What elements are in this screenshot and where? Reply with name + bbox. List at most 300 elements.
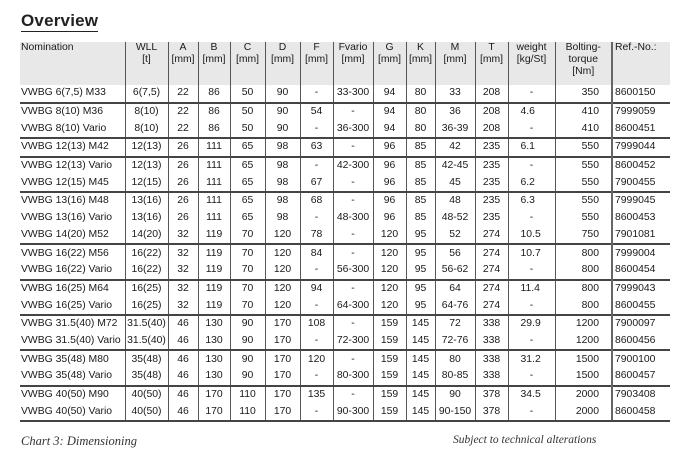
column-header-label: G: [385, 42, 394, 53]
cell-a: 22: [168, 103, 198, 121]
cell-b: 170: [198, 386, 230, 404]
cell-bolting: 410: [555, 103, 612, 121]
cell-nomination: VWBG 8(10) Vario: [21, 122, 107, 134]
column-header-label: Ref.-No.:: [615, 42, 657, 53]
cell-b: 119: [198, 227, 230, 245]
cell-m: 42: [435, 138, 475, 157]
cell-nomination: VWBG 13(16) Vario: [21, 212, 113, 224]
column-header-label: Bolting-: [565, 42, 601, 53]
cell-c: 90: [230, 333, 265, 351]
column-header-unit: [mm]: [171, 54, 195, 65]
cell-t: 378: [475, 386, 508, 404]
column-header-fvario: [333, 42, 373, 85]
column-header-m: [435, 42, 475, 85]
cell-bolting: 550: [555, 210, 612, 227]
column-header-unit: torque: [568, 54, 598, 65]
column-header-a: [168, 42, 198, 85]
column-header-unit: [mm]: [270, 54, 295, 65]
cell-f: 78: [300, 227, 333, 245]
cell-k: 85: [406, 174, 435, 192]
cell-bolting: 1200: [555, 333, 612, 351]
cell-a: 46: [168, 350, 198, 368]
cell-wll: 8(10): [125, 103, 168, 121]
cell-c: 90: [230, 368, 265, 386]
cell-ref: 8600455: [612, 297, 670, 315]
cell-nomination: VWBG 6(7,5) M33: [21, 87, 106, 99]
cell-wll: 31.5(40): [125, 333, 168, 351]
cell-g: 159: [373, 386, 406, 404]
cell-g: 96: [373, 174, 406, 192]
cell-m: 33: [435, 85, 475, 103]
cell-bolting: 550: [555, 138, 612, 157]
cell-nomination: VWBG 12(13) M42: [20, 138, 125, 157]
table-row: [20, 315, 670, 333]
table-row: [20, 386, 670, 404]
table-row: [20, 368, 670, 386]
cell-t: 274: [475, 297, 508, 315]
cell-t: 235: [475, 138, 508, 157]
table-row: [20, 157, 670, 175]
column-header-label: T: [488, 42, 495, 53]
cell-nomination: VWBG 16(25) M64: [20, 280, 125, 298]
cell-nomination: VWBG 12(13) Vario: [20, 157, 125, 175]
cell-k: 145: [406, 333, 435, 351]
cell-g: 120: [373, 262, 406, 280]
cell-wll: 14(20): [125, 227, 168, 245]
cell-fvario: -: [333, 174, 373, 192]
cell-nomination: VWBG 8(10) M36: [20, 103, 125, 121]
cell-f: 135: [300, 386, 333, 404]
cell-b: 170: [198, 403, 230, 421]
cell-c: 70: [230, 297, 265, 315]
cell-t: 274: [475, 244, 508, 262]
cell-k: 80: [406, 120, 435, 138]
cell-f: -: [300, 368, 333, 386]
cell-g: 159: [373, 333, 406, 351]
cell-nomination: VWBG 16(22) M56: [20, 244, 125, 262]
cell-d: 98: [265, 174, 300, 192]
cell-bolting: 1200: [555, 315, 612, 333]
cell-bolting: 750: [555, 227, 612, 245]
column-header-c: [230, 42, 265, 85]
cell-ref: 7900455: [612, 174, 670, 192]
cell-bolting: 350: [555, 85, 612, 103]
cell-ref: 7999004: [612, 244, 670, 262]
cell-f: 63: [300, 138, 333, 157]
cell-b: 119: [198, 297, 230, 315]
cell-wll: 13(16): [125, 192, 168, 210]
cell-nomination: VWBG 16(25) Vario: [21, 299, 113, 311]
cell-b: 86: [198, 103, 230, 121]
cell-fvario: 56-300: [333, 262, 373, 280]
cell-t: 338: [475, 333, 508, 351]
cell-k: 95: [406, 227, 435, 245]
cell-g: 96: [373, 210, 406, 227]
cell-wll: 16(22): [125, 262, 168, 280]
cell-fvario: -: [333, 386, 373, 404]
cell-m: 42-45: [435, 157, 475, 175]
cell-a: 32: [168, 280, 198, 298]
column-header-label: K: [417, 42, 424, 53]
column-header-unit: [mm]: [341, 54, 365, 65]
column-header-label: Fvario: [338, 42, 368, 53]
cell-b: 130: [198, 368, 230, 386]
cell-wll: 16(25): [125, 280, 168, 298]
cell-fvario: 48-300: [333, 210, 373, 227]
cell-nomination: VWBG 13(16) M48: [20, 192, 125, 210]
cell-wll: 16(22): [125, 244, 168, 262]
cell-k: 80: [406, 103, 435, 121]
page-title: Overview: [21, 11, 99, 30]
cell-b: 130: [198, 350, 230, 368]
table-row: [20, 192, 670, 210]
cell-weight: -: [508, 120, 555, 138]
cell-weight: 31.2: [508, 350, 555, 368]
table-row: [20, 280, 670, 298]
cell-g: 120: [373, 227, 406, 245]
cell-a: 22: [168, 85, 198, 103]
cell-weight: 10.5: [508, 227, 555, 245]
cell-b: 86: [198, 120, 230, 138]
cell-g: 94: [373, 103, 406, 121]
cell-k: 145: [406, 403, 435, 421]
cell-d: 98: [265, 138, 300, 157]
cell-c: 70: [230, 227, 265, 245]
cell-wll: 13(16): [125, 210, 168, 227]
cell-weight: -: [508, 403, 555, 421]
column-header-nomination: [20, 42, 125, 85]
column-header-d: [265, 42, 300, 85]
cell-c: 50: [230, 120, 265, 138]
cell-d: 170: [265, 315, 300, 333]
column-header-unit: [mm]: [235, 54, 260, 65]
cell-bolting: 550: [555, 157, 612, 175]
cell-weight: 6.3: [508, 192, 555, 210]
cell-nomination: VWBG 40(50) Vario: [20, 403, 125, 421]
cell-fvario: -: [333, 350, 373, 368]
cell-m: 80: [435, 350, 475, 368]
cell-k: 85: [406, 210, 435, 227]
cell-nomination: VWBG 16(22) Vario: [21, 264, 113, 276]
cell-nomination: VWBG 35(48) Vario: [21, 370, 113, 382]
cell-wll: 12(15): [125, 174, 168, 192]
cell-g: 94: [373, 120, 406, 138]
cell-t: 235: [475, 210, 508, 227]
cell-m: 56-62: [435, 262, 475, 280]
table-row: [20, 120, 670, 138]
cell-d: 120: [265, 227, 300, 245]
cell-weight: 10.7: [508, 244, 555, 262]
cell-g: 120: [373, 244, 406, 262]
column-header-unit: [mm]: [202, 54, 226, 65]
cell-d: 170: [265, 386, 300, 404]
cell-k: 85: [406, 138, 435, 157]
cell-g: 159: [373, 368, 406, 386]
table-row: [20, 350, 670, 368]
cell-t: 338: [475, 315, 508, 333]
cell-d: 90: [265, 103, 300, 121]
column-header-unit: [Nm]: [572, 66, 595, 77]
column-header-b: [198, 42, 230, 85]
cell-a: 32: [168, 297, 198, 315]
cell-f: 108: [300, 315, 333, 333]
cell-t: 208: [475, 103, 508, 121]
cell-m: 45: [435, 174, 475, 192]
cell-ref: 7999043: [612, 280, 670, 298]
column-header-unit: [mm]: [443, 54, 467, 65]
cell-b: 111: [198, 174, 230, 192]
table-row: [20, 297, 670, 315]
column-header-unit: [kg/St]: [516, 54, 547, 65]
column-header-ref: [612, 42, 670, 85]
cell-c: 90: [230, 350, 265, 368]
cell-ref: 8600453: [612, 210, 670, 227]
cell-ref: 8600457: [612, 368, 670, 386]
cell-t: 235: [475, 174, 508, 192]
cell-g: 159: [373, 315, 406, 333]
cell-t: 338: [475, 350, 508, 368]
cell-b: 111: [198, 210, 230, 227]
cell-fvario: 36-300: [333, 120, 373, 138]
column-header-unit: [t]: [142, 54, 151, 65]
cell-weight: 6.2: [508, 174, 555, 192]
cell-fvario: -: [333, 227, 373, 245]
cell-f: -: [300, 262, 333, 280]
cell-weight: -: [508, 210, 555, 227]
cell-a: 26: [168, 138, 198, 157]
column-header-label: B: [210, 42, 218, 53]
cell-fvario: -: [333, 244, 373, 262]
cell-nomination: VWBG 31.5(40) M72: [20, 315, 125, 333]
cell-a: 22: [168, 120, 198, 138]
table-row: [20, 103, 670, 121]
cell-t: 235: [475, 157, 508, 175]
cell-k: 145: [406, 368, 435, 386]
cell-weight: 34.5: [508, 386, 555, 404]
cell-fvario: 80-300: [333, 368, 373, 386]
table-row: [20, 244, 670, 262]
cell-c: 70: [230, 280, 265, 298]
cell-g: 96: [373, 192, 406, 210]
cell-d: 170: [265, 368, 300, 386]
cell-b: 119: [198, 262, 230, 280]
cell-t: 208: [475, 120, 508, 138]
cell-ref: 8600454: [612, 262, 670, 280]
cell-nomination: VWBG 35(48) M80: [20, 350, 125, 368]
column-header-label: weight: [516, 42, 547, 53]
column-header-label: D: [278, 42, 287, 53]
cell-weight: -: [508, 368, 555, 386]
cell-k: 145: [406, 386, 435, 404]
cell-b: 111: [198, 157, 230, 175]
column-header-label: C: [243, 42, 252, 53]
cell-wll: 8(10): [125, 120, 168, 138]
cell-weight: 4.6: [508, 103, 555, 121]
column-header-weight: [508, 42, 555, 85]
column-header-t: [475, 42, 508, 85]
cell-d: 120: [265, 244, 300, 262]
cell-d: 170: [265, 403, 300, 421]
cell-k: 85: [406, 192, 435, 210]
table-row: [20, 138, 670, 157]
cell-t: 274: [475, 227, 508, 245]
cell-k: 145: [406, 315, 435, 333]
cell-g: 120: [373, 280, 406, 298]
cell-a: 32: [168, 227, 198, 245]
cell-d: 98: [265, 210, 300, 227]
cell-m: 64: [435, 280, 475, 298]
cell-d: 120: [265, 297, 300, 315]
cell-b: 119: [198, 244, 230, 262]
cell-g: 96: [373, 157, 406, 175]
column-header-label: Nomination: [21, 42, 74, 53]
cell-t: 338: [475, 368, 508, 386]
cell-k: 95: [406, 244, 435, 262]
cell-c: 65: [230, 192, 265, 210]
cell-bolting: 800: [555, 297, 612, 315]
cell-a: 46: [168, 403, 198, 421]
cell-c: 65: [230, 174, 265, 192]
cell-g: 120: [373, 297, 406, 315]
cell-a: 26: [168, 157, 198, 175]
cell-f: -: [300, 120, 333, 138]
cell-d: 120: [265, 280, 300, 298]
column-header-label: F: [313, 42, 320, 53]
cell-nomination: VWBG 31.5(40) Vario: [21, 334, 121, 346]
table-row: [20, 333, 670, 351]
cell-ref: 7903408: [612, 386, 670, 404]
cell-b: 86: [198, 85, 230, 103]
cell-a: 46: [168, 315, 198, 333]
cell-wll: 40(50): [125, 403, 168, 421]
cell-m: 52: [435, 227, 475, 245]
alterations-note: Subject to technical alterations: [453, 434, 597, 446]
cell-f: 84: [300, 244, 333, 262]
cell-a: 46: [168, 386, 198, 404]
cell-k: 95: [406, 262, 435, 280]
cell-k: 85: [406, 157, 435, 175]
cell-fvario: -: [333, 138, 373, 157]
cell-t: 274: [475, 280, 508, 298]
cell-ref: 7999044: [612, 138, 670, 157]
cell-f: -: [300, 210, 333, 227]
column-header-label: WLL: [135, 42, 158, 53]
cell-ref: 7999059: [612, 103, 670, 121]
cell-g: 94: [373, 85, 406, 103]
cell-t: 235: [475, 192, 508, 210]
column-header-wll: [125, 42, 168, 85]
dimension-table: [20, 42, 670, 422]
cell-m: 90: [435, 386, 475, 404]
cell-m: 56: [435, 244, 475, 262]
column-header-unit: [mm]: [304, 54, 329, 65]
cell-a: 46: [168, 368, 198, 386]
cell-fvario: -: [333, 280, 373, 298]
cell-f: 120: [300, 350, 333, 368]
cell-m: 72: [435, 315, 475, 333]
cell-g: 96: [373, 138, 406, 157]
cell-f: 68: [300, 192, 333, 210]
cell-a: 46: [168, 333, 198, 351]
table-row: [20, 227, 670, 245]
cell-nomination: VWBG 40(50) M90: [20, 386, 125, 404]
cell-weight: -: [508, 297, 555, 315]
cell-d: 98: [265, 192, 300, 210]
column-header-bolting: [555, 42, 612, 85]
cell-weight: 29.9: [508, 315, 555, 333]
cell-wll: 31.5(40): [125, 315, 168, 333]
cell-wll: 16(25): [125, 297, 168, 315]
cell-d: 90: [265, 85, 300, 103]
cell-m: 48: [435, 192, 475, 210]
cell-bolting: 800: [555, 262, 612, 280]
cell-bolting: 800: [555, 280, 612, 298]
cell-weight: 6.1: [508, 138, 555, 157]
cell-g: 159: [373, 403, 406, 421]
cell-wll: 35(48): [125, 350, 168, 368]
cell-f: -: [300, 403, 333, 421]
cell-f: -: [300, 333, 333, 351]
cell-c: 70: [230, 262, 265, 280]
cell-bolting: 550: [555, 192, 612, 210]
cell-m: 80-85: [435, 368, 475, 386]
cell-a: 26: [168, 192, 198, 210]
cell-b: 130: [198, 315, 230, 333]
table-header-row: [20, 42, 670, 85]
cell-bolting: 800: [555, 244, 612, 262]
cell-ref: 8600452: [612, 157, 670, 175]
cell-d: 170: [265, 350, 300, 368]
cell-nomination: VWBG 14(20) M52: [21, 228, 109, 240]
column-header-g: [373, 42, 406, 85]
cell-ref: 8600150: [612, 85, 670, 103]
cell-b: 130: [198, 333, 230, 351]
cell-ref: 7999045: [612, 192, 670, 210]
cell-bolting: 2000: [555, 403, 612, 421]
cell-g: 159: [373, 350, 406, 368]
cell-fvario: -: [333, 315, 373, 333]
cell-fvario: 64-300: [333, 297, 373, 315]
cell-c: 50: [230, 103, 265, 121]
cell-weight: -: [508, 262, 555, 280]
cell-c: 110: [230, 386, 265, 404]
cell-c: 65: [230, 138, 265, 157]
cell-b: 111: [198, 138, 230, 157]
cell-b: 119: [198, 280, 230, 298]
cell-d: 120: [265, 262, 300, 280]
column-header-unit: [mm]: [408, 54, 433, 65]
cell-ref: 7900097: [612, 315, 670, 333]
cell-wll: 6(7,5): [125, 85, 168, 103]
table-caption: Chart 3: Dimensioning: [21, 434, 137, 448]
table-row: [20, 85, 670, 103]
cell-k: 95: [406, 280, 435, 298]
cell-t: 274: [475, 262, 508, 280]
cell-d: 170: [265, 333, 300, 351]
cell-m: 64-76: [435, 297, 475, 315]
table-row: [20, 210, 670, 227]
table-row: [20, 262, 670, 280]
cell-m: 36-39: [435, 120, 475, 138]
cell-m: 72-76: [435, 333, 475, 351]
cell-fvario: -: [333, 192, 373, 210]
column-header-unit: [mm]: [479, 54, 504, 65]
cell-f: -: [300, 157, 333, 175]
column-header-k: [406, 42, 435, 85]
column-header-f: [300, 42, 333, 85]
cell-f: 54: [300, 103, 333, 121]
cell-k: 95: [406, 297, 435, 315]
